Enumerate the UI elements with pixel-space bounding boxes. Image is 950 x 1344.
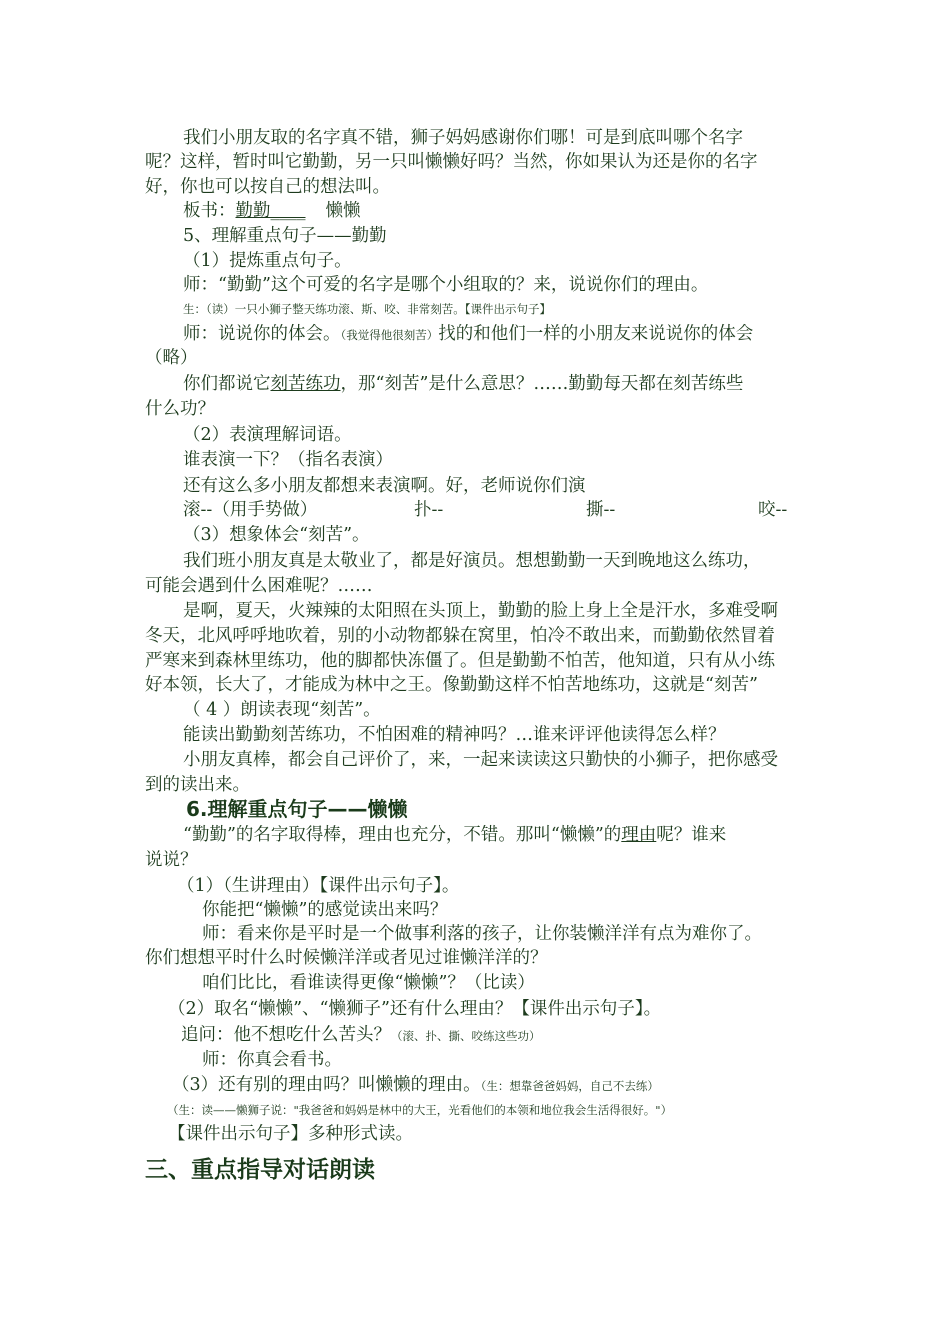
paragraph-line: （3）想象体会“刻苦”。 <box>183 525 370 545</box>
paragraph-line: 冬天，北风呼呼地吹着，别的小动物都躲在窝里，怕冷不敢出来，而勤勤依然冒着 <box>145 626 775 646</box>
action-word: 滚--（用手势做） <box>183 500 318 520</box>
paragraph-line: 我们班小朋友真是太敬业了，都是好演员。想想勤勤一天到晚地这么练功， <box>183 551 761 571</box>
text-run: ，那“刻苦”是什么意思？……勤勤每天都在刻苦练些 <box>340 374 744 394</box>
paragraph-line <box>183 372 853 396</box>
paragraph-line: 谁表演一下？（指名表演） <box>183 450 393 470</box>
paragraph-line: （1）提炼重点句子。 <box>183 251 352 271</box>
paragraph-line: 什么功？ <box>145 399 215 419</box>
board-blank: ____ <box>270 201 306 221</box>
paragraph-line: 呢？这样，暂时叫它勤勤，另一只叫懒懒好吗？当然，你如果认为还是你的名字 <box>145 152 758 172</box>
paragraph-line: 严寒来到森林里练功，他的脚都快冻僵了。但是勤勤不怕苦，他知道，只有从小练 <box>145 651 775 671</box>
section-heading-5: 5、理解重点句子——勤勤 <box>183 226 387 246</box>
text-run-small: （生：想靠爸爸妈妈，自己不去练） <box>480 1079 659 1093</box>
paragraph-line: 说说？ <box>145 850 198 870</box>
paragraph-line: （ 4 ）朗读表现“刻苦”。 <box>183 700 381 720</box>
board-writing-line <box>183 199 853 223</box>
paragraph-line: （1）（生讲理由）【课件出示句子】。 <box>177 876 460 896</box>
text-run: 追问：他不想吃什么苦头？ <box>181 1025 391 1045</box>
paragraph-line: （2）表演理解词语。 <box>183 425 352 445</box>
paragraph-line: 好本领，长大了，才能成为林中之王。像勤勤这样不怕苦地练功，这就是“刻苦” <box>145 675 758 695</box>
student-answer-note: 生：（读）一只小狮子整天练功滚、斯、咬、非常刻苦。【课件出示句子】 <box>183 302 551 316</box>
paragraph-line: 可能会遇到什么困难呢？…… <box>145 576 373 596</box>
paragraph-line: 还有这么多小朋友都想来表演啊。好，老师说你们演 <box>183 476 586 496</box>
paragraph-line: 能读出勤勤刻苦练功，不怕困难的精神吗？…谁来评评他读得怎么样？ <box>183 725 726 745</box>
text-run-small: （我觉得他很刻苦） <box>340 328 439 342</box>
text-run: （3）还有别的理由吗？叫懒懒的理由。 <box>172 1075 481 1095</box>
text-run: 师：说说你的体会。 <box>183 324 341 344</box>
paragraph-line <box>172 1073 842 1098</box>
underlined-term: 理由 <box>621 825 657 845</box>
text-run: 呢？谁来 <box>656 825 727 845</box>
action-word: 咬-- <box>758 500 788 520</box>
text-run: “勤勤”的名字取得棒，理由也充分，不错。那叫“懒懒”的 <box>183 825 622 845</box>
paragraph-line: （略） <box>145 348 198 368</box>
paragraph-line: 你们想想平时什么时候懒洋洋或者见过谁懒洋洋的？ <box>145 948 548 968</box>
text-run-small: （滚、扑、撕、咬练这些功） <box>391 1029 541 1043</box>
paragraph-line: 是啊，夏天，火辣辣的太阳照在头顶上，勤勤的脸上身上全是汗水，多难受啊 <box>183 601 778 621</box>
paragraph-line: 我们小朋友取的名字真不错，狮子妈妈感谢你们哪！可是到底叫哪个名字 <box>183 128 743 148</box>
paragraph-line: 师：“勤勤”这个可爱的名字是哪个小组取的？来，说说你们的理由。 <box>183 275 709 295</box>
paragraph-line: 咱们比比，看谁读得更像“懒懒”？（比读） <box>202 973 535 993</box>
paragraph-line: 【课件出示句子】多种形式读。 <box>168 1124 413 1144</box>
paragraph-line <box>183 823 853 847</box>
section-heading-6: 6.理解重点句子——懒懒 <box>186 797 408 821</box>
board-label: 板书： <box>183 201 236 221</box>
paragraph-line: 师：看来你是平时是一个做事利落的孩子，让你装懒洋洋有点为难你了。 <box>202 924 762 944</box>
section-heading-3: 三、重点指导对话朗读 <box>145 1157 375 1183</box>
text-run: 你们都说它 <box>183 374 271 394</box>
paragraph-line <box>183 322 853 347</box>
board-word-lanlan: 懒懒 <box>325 201 361 221</box>
paragraph-line: 师：你真会看书。 <box>202 1050 342 1070</box>
paragraph-line <box>181 1023 851 1048</box>
board-word-qinqin: 勤勤 <box>235 201 271 221</box>
paragraph-line: （2）取名“懒懒”、“懒狮子”还有什么理由？【课件出示句子】。 <box>168 999 662 1019</box>
paragraph-line: 好，你也可以按自己的想法叫。 <box>145 177 390 197</box>
action-word: 扑-- <box>414 500 444 520</box>
student-quote-note: （生：读——懒狮子说："我爸爸和妈妈是林中的大王，光看他们的本领和地位我会生活得很好。"） <box>167 1103 673 1117</box>
text-run: 找的和他们一样的小朋友来说说你的体会 <box>438 324 754 344</box>
paragraph-line: 小朋友真棒，都会自己评价了，来，一起来读读这只勤快的小狮子，把你感受 <box>183 750 778 770</box>
action-word: 撕-- <box>586 500 616 520</box>
paragraph-line: 到的读出来。 <box>145 775 250 795</box>
underlined-term: 刻苦练功 <box>270 374 341 394</box>
paragraph-line: 你能把“懒懒”的感觉读出来吗？ <box>202 900 448 920</box>
